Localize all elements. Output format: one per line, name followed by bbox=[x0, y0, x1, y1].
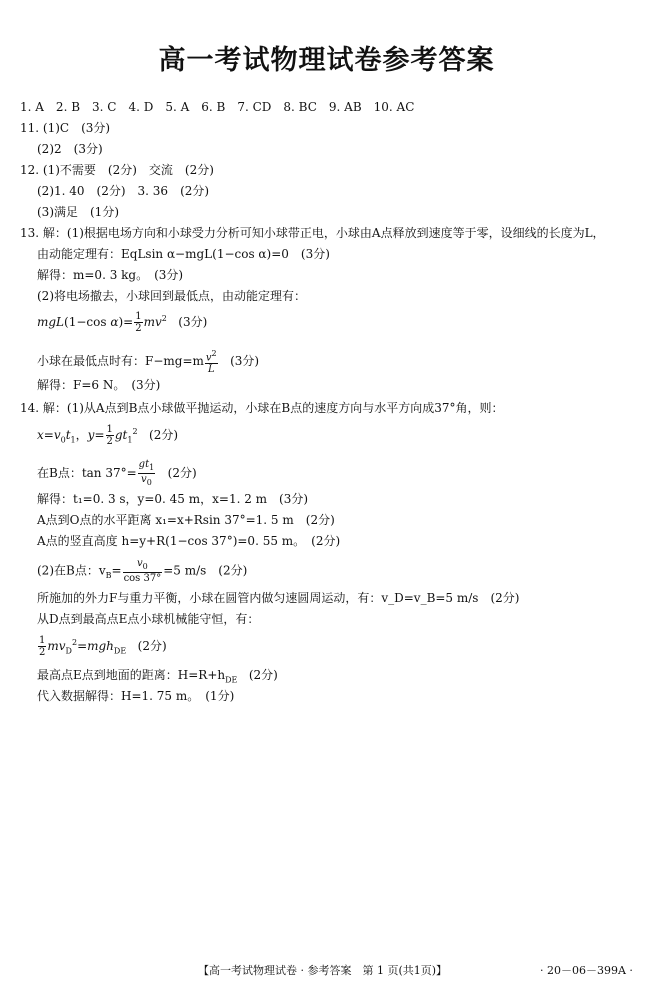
answer-line-14-h: A点的竖直高度 h=y+R(1−cos 37°)=0. 55 m。 (2分) bbox=[37, 534, 341, 548]
answer-line-11: 11. (1)C (3分) bbox=[20, 121, 111, 135]
answer-line-13-eq1: 由动能定理有：EqLsin α−mgL(1−cos α)=0 (3分) bbox=[37, 247, 330, 261]
equation-projectile: $x=v_0t_1$，y= $\frac{1}{2}$ $gt_1^2$ (2分) bbox=[37, 424, 179, 447]
equation-vb: (2)在B点：$v_B=$ $\frac{v_0}{\cos 37^\circ}$ =5 m/s (2分) bbox=[37, 558, 248, 584]
answer-line-13: 13. 解：(1)根据电场方向和小球受力分析可知小球带正电，小球由A点释放到速度等于零，设细线的长度为L， bbox=[20, 226, 605, 240]
footer-code: · 20－06－399A · bbox=[540, 964, 633, 977]
answer-line-14-solve: 解得：t₁=0. 3 s，y=0. 45 m，x=1. 2 m (3分) bbox=[37, 492, 309, 506]
footer-page-info: 【高一考试物理试卷 · 参考答案 第 1 页(共1页)】 bbox=[198, 964, 448, 977]
answer-line-14-H: 代入数据解得：H=1. 75 m。 (1分) bbox=[37, 689, 235, 703]
answer-line-14-energy: 从D点到最高点E点小球机械能守恒，有： bbox=[37, 612, 260, 626]
equation-mechanical-energy: $\frac{1}{2}$ $mv_D^2=mgh_{DE}$ (2分) bbox=[39, 635, 167, 658]
equation-tan: 在B点：tan 37°= $\frac{gt_1}{v_0}$ (2分) bbox=[37, 459, 197, 487]
page-title: 高一考试物理试卷参考答案 bbox=[158, 45, 495, 76]
equation-energy: mgL(1−cos α)= $\frac{1}{2}$ $mv^2$ (3分) bbox=[37, 311, 208, 334]
equation-height: 最高点E点到地面的距离：$H=R+h_{DE}$ (2分) bbox=[37, 668, 278, 685]
answer-line-11-2: (2)2 (3分) bbox=[37, 142, 103, 156]
answer-line-1: 1. A 2. B 3. C 4. D 5. A 6. B 7. CD 8. BC 9. AB 10. AC bbox=[20, 100, 415, 114]
answer-line-13-F: 解得：F=6 N。 (3分) bbox=[37, 378, 161, 392]
answer-line-13-2: (2)将电场撤去，小球回到最低点，由动能定理有： bbox=[37, 289, 306, 303]
answer-line-14: 14. 解：(1)从A点到B点小球做平抛运动，小球在B点的速度方向与水平方向成37°角，则： bbox=[20, 401, 504, 415]
answer-line-12-3: (3)满足 (1分) bbox=[37, 205, 119, 219]
answer-line-14-x1: A点到O点的水平距离 x₁=x+Rsin 37°=1. 5 m (2分) bbox=[37, 513, 335, 527]
answer-line-12: 12. (1)不需要 (2分) 交流 (2分) bbox=[20, 163, 214, 177]
answer-line-12-2: (2)1. 40 (2分) 3. 36 (2分) bbox=[37, 184, 210, 198]
answer-line-13-m: 解得：m=0. 3 kg。 (3分) bbox=[37, 268, 184, 282]
equation-lowest-point: 小球在最低点时有：F−mg=m $\frac{v^2}{L}$ (3分) bbox=[37, 349, 260, 376]
answer-line-14-force: 所施加的外力F与重力平衡，小球在圆管内做匀速圆周运动，有：v_D=v_B=5 m/s (2分) bbox=[37, 591, 520, 605]
